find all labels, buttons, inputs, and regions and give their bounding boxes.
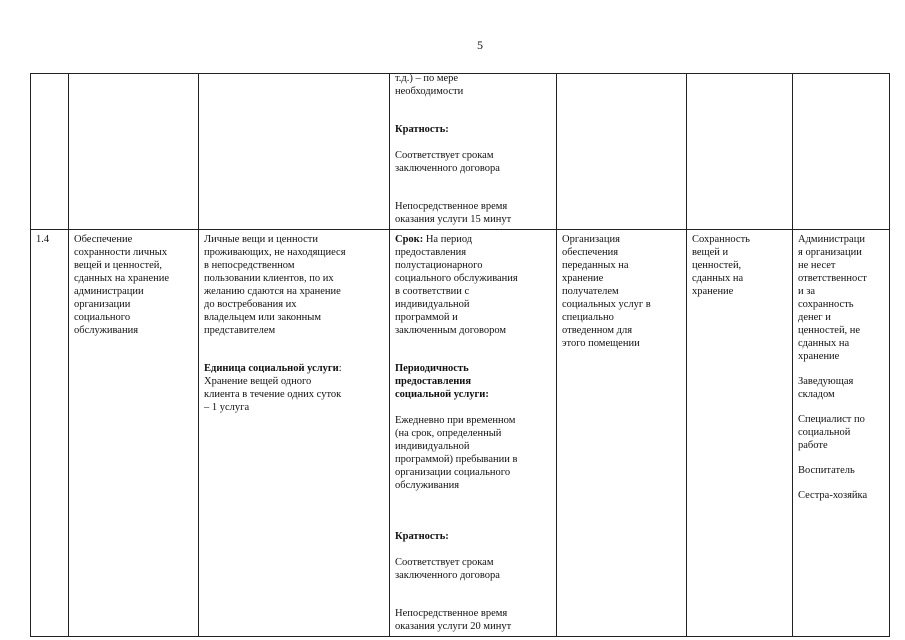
term-block <box>395 233 551 337</box>
unit-label: Единица социальной услуги <box>204 363 339 374</box>
duration-text: Непосредственное время оказания услуги 15 минут <box>395 201 512 225</box>
cell-description <box>199 230 390 637</box>
cell-service-name <box>69 74 199 230</box>
term-label: Срок: <box>395 234 424 245</box>
responsible-item: Воспитатель <box>798 465 855 476</box>
frequency-block <box>395 110 551 188</box>
frequency-text: Соответствует срокам заключенного договора <box>395 557 500 581</box>
table-row-1-4 <box>31 230 890 637</box>
cell-responsible <box>793 74 890 230</box>
cell-result <box>687 230 793 637</box>
periodicity-text: Ежедневно при временном (на срок, определенный индивидуальной программой) пребывании в организации социального обслуживания <box>395 415 518 491</box>
services-table <box>30 73 890 637</box>
frequency-block <box>395 517 551 595</box>
periodicity-block <box>395 349 551 505</box>
cell-conditions <box>557 230 687 637</box>
responsible-item: Специалист по социальной работе <box>798 414 865 451</box>
responsible-item: Администраци я организации не несет ответственност и за сохранность денег и ценностей, не сданных на хранение <box>798 234 867 362</box>
conditions-text: Организация обеспечения переданных на хранение получателем социальных услуг в специально отведенном для этого помещении <box>562 234 651 349</box>
table-row-continuation <box>31 74 890 230</box>
service-name: Обеспечение сохранности личных вещей и ценностей, сданных на хранение администрации организации социального обслуживания <box>74 234 170 336</box>
responsible-item: Сестра-хозяйка <box>798 490 868 501</box>
cell-terms <box>390 74 557 230</box>
cell-number <box>31 74 69 230</box>
cell-result <box>687 74 793 230</box>
period-text: т.д.) – по мере необходимости <box>395 73 464 97</box>
description-text: Личные вещи и ценности проживающих, не находящиеся в непосредственном пользовании клиентов, по их желанию сдаются на хранение до востребования их владельцем или законным представителем <box>204 234 346 336</box>
cell-conditions <box>557 74 687 230</box>
cell-responsible <box>793 230 890 637</box>
result-text: Сохранность вещей и ценностей, сданных на хранение <box>692 234 750 297</box>
duration-text: Непосредственное время оказания услуги 20 минут <box>395 608 512 632</box>
frequency-label: Кратность: <box>395 531 449 542</box>
unit-colon: : <box>338 363 342 374</box>
responsible-item: Заведующая складом <box>798 376 854 400</box>
page-number: 5 <box>477 38 483 52</box>
unit-body: Хранение вещей одного клиента в течение одних суток – 1 услуга <box>204 376 342 413</box>
cell-description <box>199 74 390 230</box>
unit-block <box>204 349 384 427</box>
frequency-label: Кратность: <box>395 124 449 135</box>
cell-number: 1.4 <box>31 230 69 637</box>
cell-terms <box>390 230 557 637</box>
frequency-text: Соответствует срокам заключенного договора <box>395 150 500 174</box>
term-text: На период предоставления полустационарного социального обслуживания в соответствии с индивидуальной программой и заключенным договором <box>395 234 518 336</box>
cell-service-name <box>69 230 199 637</box>
periodicity-label: Периодичность предоставления социальной услуги: <box>395 363 489 400</box>
